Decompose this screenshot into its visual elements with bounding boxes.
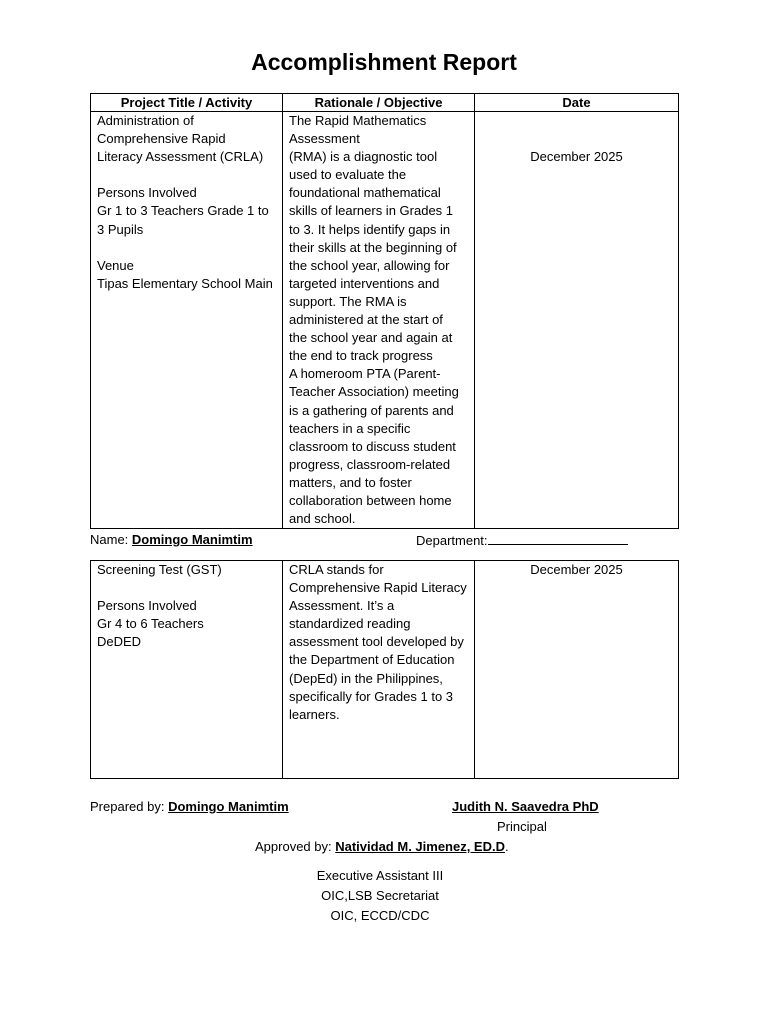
rationale-line: (RMA) is a diagnostic tool (289, 149, 438, 165)
rationale-line: learners. (289, 706, 340, 722)
name-label: Name: (90, 532, 129, 547)
approved-by-label: Approved by: (255, 839, 332, 854)
activity-line: Gr 1 to 3 Teachers Grade 1 to (97, 203, 269, 219)
rationale-line: (DepEd) in the Philippines, (289, 670, 443, 686)
approved-by-suffix: . (505, 839, 509, 854)
activity-line (97, 239, 276, 257)
activity-line (97, 579, 276, 597)
date-cell (475, 561, 679, 779)
department-label: Department: (416, 533, 488, 548)
rationale-line: foundational mathematical (289, 185, 441, 201)
table-row (91, 561, 679, 779)
prepared-by-label: Prepared by: (90, 799, 165, 814)
activity-line: 3 Pupils (97, 221, 144, 237)
activity-line: Persons Involved (97, 598, 197, 614)
spacer (481, 130, 672, 148)
approved-by-line (255, 838, 509, 856)
rationale-line: The Rapid Mathematics (289, 113, 427, 128)
table-row (91, 112, 679, 529)
activity-line: Persons Involved (97, 185, 197, 201)
rationale-line: to 3. It helps identify gaps in (289, 221, 451, 237)
rationale-line: support. The RMA is (289, 293, 407, 309)
header-date: Date (475, 94, 679, 112)
principal-name-text: Judith N. Saavedra PhD (452, 799, 599, 814)
rationale-line: the end to track progress (289, 348, 433, 364)
activity-line (97, 166, 276, 184)
rationale-line: their skills at the beginning of (289, 239, 457, 255)
name-value: Domingo Manimtim (131, 532, 253, 547)
name-line (90, 531, 253, 549)
rationale-line: is a gathering of parents and (289, 402, 454, 418)
activity-cell (91, 561, 283, 779)
table-header-row (91, 94, 679, 112)
report-title: Accomplishment Report (251, 49, 517, 75)
spacer (481, 112, 672, 130)
approver-title-line: OIC, ECCD/CDC (330, 908, 430, 923)
rationale-line: standardized reading (289, 616, 411, 632)
department-line (416, 531, 628, 550)
activity-table-1 (90, 93, 679, 529)
rationale-line: administered at the start of (289, 312, 443, 328)
activity-line: Venue (97, 257, 134, 273)
rationale-line: the Department of Education (289, 652, 455, 668)
principal-title: Principal (497, 819, 547, 834)
rationale-line: the school year and again at (289, 330, 453, 346)
rationale-line: assessment tool developed by (289, 634, 464, 650)
rationale-line: Assessment. It’s a (289, 598, 395, 614)
activity-line: Comprehensive Rapid (97, 131, 226, 147)
prepared-by-line (90, 798, 289, 816)
rationale-line: Assessment (289, 131, 360, 147)
principal-name (452, 798, 599, 816)
activity-line: Tipas Elementary School Main (97, 275, 273, 291)
prepared-by-name: Domingo Manimtim (168, 799, 289, 814)
rationale-line: CRLA stands for (289, 562, 384, 577)
activity-line: DeDED (97, 634, 142, 650)
date-value: December 2025 (530, 149, 623, 165)
approved-by-name: Natividad M. Jimenez, ED.D (335, 839, 505, 854)
header-rationale: Rationale / Objective (283, 94, 475, 112)
approver-title-line: Executive Assistant III (316, 868, 444, 883)
rationale-line: targeted interventions and (289, 275, 440, 291)
approver-title-line: OIC,LSB Secretariat (321, 888, 439, 903)
rationale-line: progress, classroom-related (289, 456, 451, 472)
rationale-line: skills of learners in Grades 1 (289, 203, 454, 219)
rationale-line: teachers in a specific (289, 420, 411, 436)
rationale-line: A homeroom PTA (Parent- (289, 366, 441, 382)
rationale-line: matters, and to foster (289, 474, 412, 490)
rationale-line: Teacher Association) meeting (289, 384, 459, 400)
rationale-line: Comprehensive Rapid Literacy (289, 580, 467, 596)
rationale-cell (283, 561, 475, 779)
date-cell (475, 112, 679, 529)
header-project-title: Project Title / Activity (91, 94, 283, 112)
activity-line: Gr 4 to 6 Teachers (97, 616, 204, 632)
department-blank (488, 531, 628, 545)
rationale-line: classroom to discuss student (289, 438, 456, 454)
activity-line: Literacy Assessment (CRLA) (97, 149, 264, 165)
rationale-line: the school year, allowing for (289, 257, 450, 273)
activity-cell (91, 112, 283, 529)
activity-line: Administration of (97, 113, 194, 128)
approver-titles (0, 866, 760, 926)
rationale-line: collaboration between home (289, 492, 452, 508)
date-value: December 2025 (530, 562, 623, 577)
activity-line: Screening Test (GST) (97, 562, 222, 577)
rationale-line: and school. (289, 511, 356, 527)
rationale-cell (283, 112, 475, 529)
rationale-line: specifically for Grades 1 to 3 (289, 688, 454, 704)
activity-table-2 (90, 560, 679, 779)
rationale-line: used to evaluate the (289, 167, 407, 183)
